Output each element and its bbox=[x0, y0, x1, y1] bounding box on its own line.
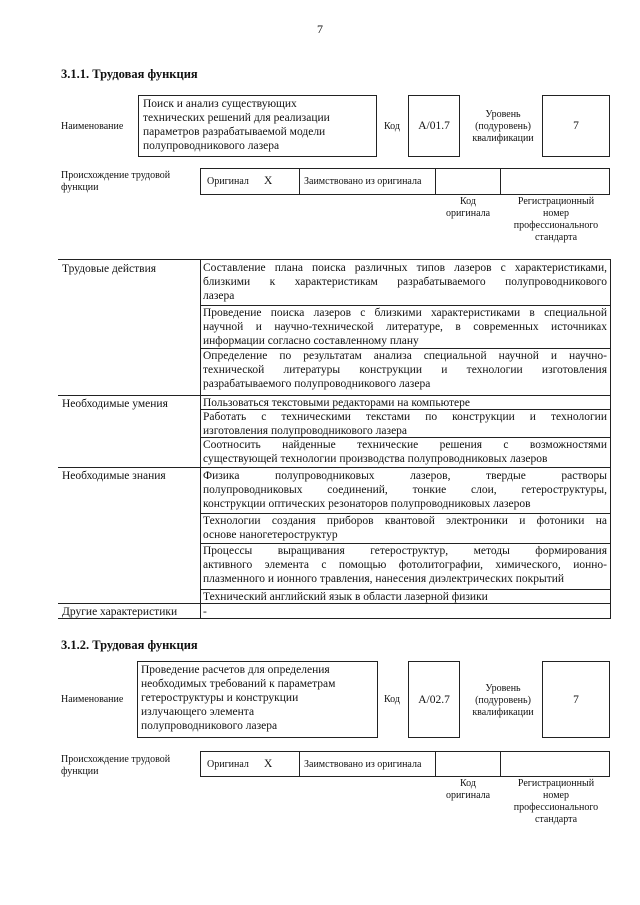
cell-line: Физика полупроводниковых лазеров, твердые растворы bbox=[203, 470, 607, 482]
origin-divider bbox=[500, 751, 501, 777]
level-value: 7 bbox=[542, 661, 610, 738]
origin-label-line: Происхождение трудовой bbox=[61, 170, 171, 181]
registration-line: стандарта bbox=[534, 232, 578, 243]
registration-line: стандарта bbox=[534, 814, 578, 825]
level-value: 7 bbox=[542, 95, 610, 157]
origin-divider bbox=[299, 751, 300, 777]
name-label: Наименование bbox=[61, 694, 124, 705]
registration-line: Регистрационный bbox=[517, 196, 595, 207]
function-name-box bbox=[138, 95, 377, 157]
registration-line: профессионального bbox=[513, 802, 599, 813]
code-value: A/02.7 bbox=[408, 661, 460, 738]
cell-line: Работать с техническими текстами по конструкции и технологии bbox=[203, 411, 607, 423]
table-top-border bbox=[58, 259, 610, 260]
borrowed-label: Заимствовано из оригинала bbox=[304, 759, 422, 770]
code-original-line: оригинала bbox=[445, 790, 491, 801]
function-name-line: гетероструктуры и конструкции bbox=[141, 692, 299, 704]
origin-divider bbox=[500, 168, 501, 195]
name-label: Наименование bbox=[61, 121, 124, 132]
function-name-line: полупроводникового лазера bbox=[141, 720, 278, 732]
action-cell bbox=[203, 261, 607, 303]
code-original-line: оригинала bbox=[445, 208, 491, 219]
code-original-line: Код bbox=[460, 778, 476, 789]
skill-cell bbox=[203, 410, 607, 438]
level-label-line: (подуровень) bbox=[475, 121, 531, 132]
cell-line: плазменного и ионного травления, нанесения диэлектрических покрытий bbox=[203, 573, 565, 585]
function-name-box bbox=[137, 661, 378, 738]
origin-label-line: функции bbox=[61, 766, 99, 777]
registration-label bbox=[502, 196, 610, 244]
skill-cell bbox=[203, 396, 607, 410]
level-label-line: (подуровень) bbox=[475, 695, 531, 706]
cell-line: Технический английский язык в области лазерной физики bbox=[203, 591, 488, 603]
origin-divider bbox=[435, 751, 436, 777]
cell-line: близкими к характеристикам разрабатываемого полупроводникового bbox=[203, 276, 607, 288]
knowledge-cell bbox=[203, 514, 607, 542]
cell-line: активного элемента с помощью фотолитографии, химического, ионно- bbox=[203, 559, 607, 571]
level-label-line: Уровень bbox=[485, 109, 521, 120]
section-heading-3-1-2: 3.1.2. Трудовая функция bbox=[61, 638, 198, 652]
cell-line: Проведение поиска лазеров с близкими характеристиками в специальной bbox=[203, 307, 607, 319]
cell-line: изготовления полупроводникового лазера bbox=[203, 425, 408, 437]
knowledge-cell bbox=[203, 544, 607, 586]
label-other-characteristics: Другие характеристики bbox=[62, 606, 178, 618]
level-label bbox=[464, 683, 542, 719]
function-name-line: Проведение расчетов для определения bbox=[141, 664, 330, 676]
page-number: 7 bbox=[317, 22, 323, 36]
original-label: Оригинал bbox=[207, 759, 249, 770]
label-required-skills: Необходимые умения bbox=[62, 398, 168, 410]
code-original-line: Код bbox=[460, 196, 476, 207]
code-original-label bbox=[437, 778, 499, 802]
origin-label bbox=[61, 754, 170, 778]
action-cell bbox=[203, 349, 607, 391]
knowledge-cell bbox=[203, 469, 607, 511]
level-label-line: Уровень bbox=[485, 683, 521, 694]
code-label: Код bbox=[384, 121, 400, 132]
skill-cell bbox=[203, 438, 607, 466]
function-name-line: излучающего элемента bbox=[141, 706, 255, 718]
action-cell bbox=[203, 306, 607, 348]
cell-line: основе наногетероструктур bbox=[203, 529, 338, 541]
origin-label-line: Происхождение трудовой bbox=[61, 754, 171, 765]
cell-line: научной и научно-технической литературе, в современных источниках bbox=[203, 321, 607, 333]
function-name-line: технических решений для реализации bbox=[143, 112, 330, 124]
cell-line: Технологии создания приборов квантовой электроники и фотоники на bbox=[203, 515, 607, 527]
cell-line: существующей технологии производства полупроводниковых лазеров bbox=[203, 453, 548, 465]
table-column-divider bbox=[200, 259, 201, 619]
registration-line: номер bbox=[543, 208, 569, 219]
cell-line: Процессы выращивания гетероструктур, методы формирования bbox=[203, 545, 607, 557]
cell-line: лазера bbox=[203, 290, 235, 302]
section-heading-3-1-1: 3.1.1. Трудовая функция bbox=[61, 67, 198, 81]
cell-line: информации согласно составленному плану bbox=[203, 335, 419, 347]
original-mark: Х bbox=[264, 758, 273, 770]
function-name-line: Поиск и анализ существующих bbox=[143, 98, 297, 110]
original-mark: Х bbox=[264, 175, 273, 187]
function-name-line: необходимых требований к параметрам bbox=[141, 678, 336, 690]
knowledge-cell bbox=[203, 590, 607, 604]
other-value: - bbox=[203, 606, 207, 618]
level-label bbox=[464, 109, 542, 145]
registration-line: номер bbox=[543, 790, 569, 801]
origin-label bbox=[61, 170, 170, 194]
origin-divider bbox=[435, 168, 436, 195]
cell-line: Пользоваться текстовыми редакторами на компьютере bbox=[203, 397, 471, 409]
registration-label bbox=[502, 778, 610, 826]
label-required-knowledge: Необходимые знания bbox=[62, 470, 166, 482]
code-value: A/01.7 bbox=[408, 95, 460, 157]
function-name-line: параметров разрабатываемой модели bbox=[143, 126, 326, 138]
origin-divider bbox=[299, 168, 300, 195]
level-label-line: квалификации bbox=[472, 707, 534, 718]
cell-line: технической литературы конструкции и технологии изготовления bbox=[203, 364, 607, 376]
table-right-border bbox=[610, 259, 611, 619]
registration-line: Регистрационный bbox=[517, 778, 595, 789]
table-section-divider bbox=[58, 467, 610, 468]
cell-line: Составление плана поиска различных типов лазеров с характеристиками, bbox=[203, 262, 607, 274]
code-original-label bbox=[437, 196, 499, 220]
label-work-actions: Трудовые действия bbox=[62, 263, 157, 275]
cell-line: полупроводниковых соединений, тонкие слои, гетероструктуры, bbox=[203, 484, 607, 496]
cell-line: Определение по результатам анализа специальной научной и научно- bbox=[203, 350, 607, 362]
borrowed-label: Заимствовано из оригинала bbox=[304, 176, 422, 187]
origin-label-line: функции bbox=[61, 182, 99, 193]
cell-line: разрабатываемого полупроводникового лазера bbox=[203, 378, 431, 390]
level-label-line: квалификации bbox=[472, 133, 534, 144]
registration-line: профессионального bbox=[513, 220, 599, 231]
cell-line: Соотносить найденные технические решения с возможностями bbox=[203, 439, 607, 451]
code-label: Код bbox=[384, 694, 400, 705]
cell-line: конструкции оптических резонаторов полупроводниковых лазеров bbox=[203, 498, 531, 510]
original-label: Оригинал bbox=[207, 176, 249, 187]
function-name-line: полупроводникового лазера bbox=[143, 140, 280, 152]
